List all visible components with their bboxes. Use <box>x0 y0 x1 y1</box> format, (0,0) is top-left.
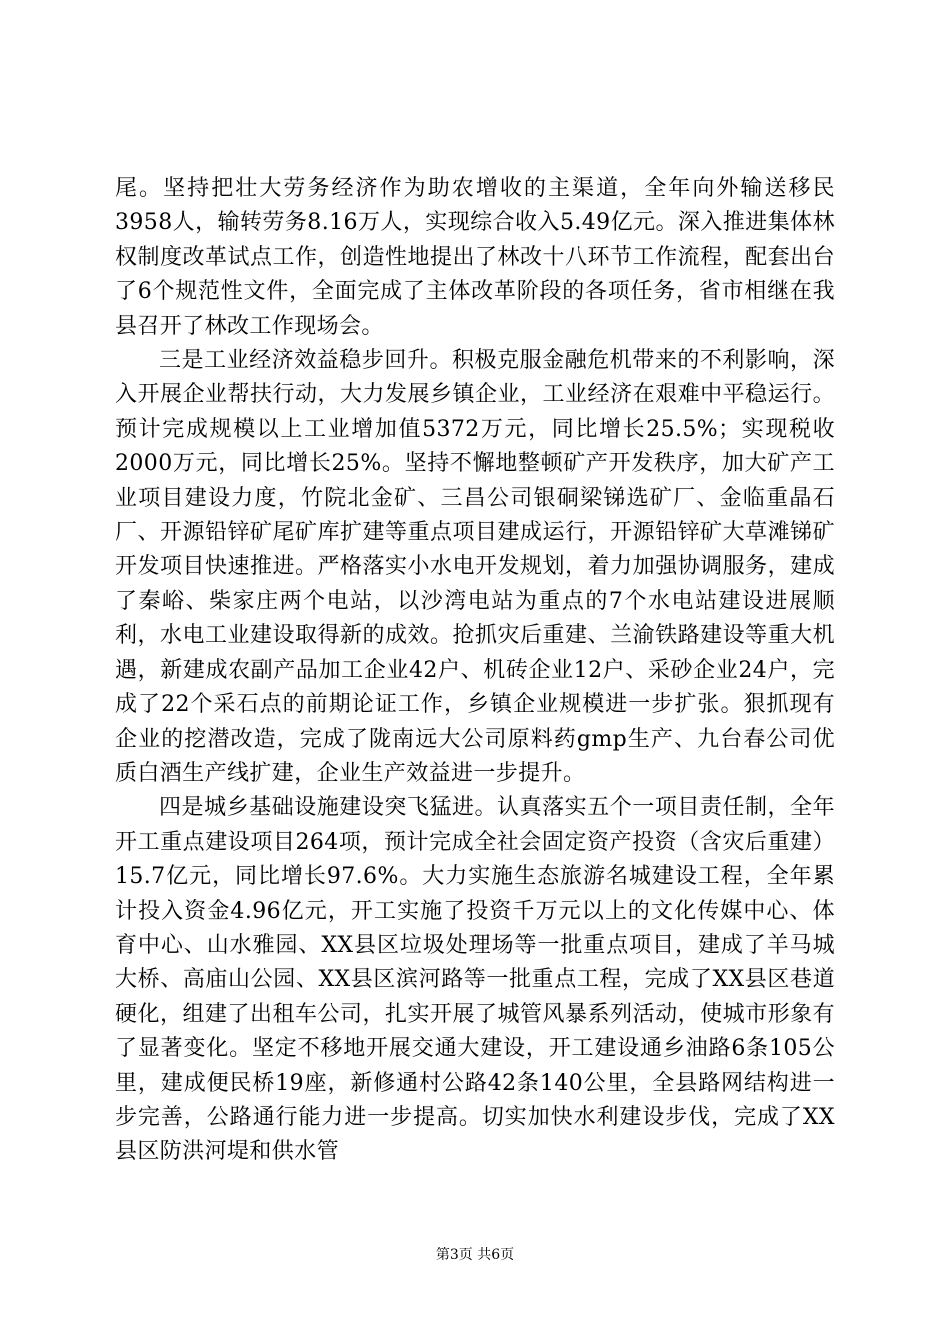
paragraph-industrial-economy: 三是工业经济效益稳步回升。积极克服金融危机带来的不利影响，深入开展企业帮扶行动，大力发展乡镇企业，工业经济在艰难中平稳运行。预计完成规模以上工业增加值5372万元，同比增长25.5%；实现税收2000万元，同比增长25%。坚持不懈地整顿矿产开发秩序，加大矿产工业项目建设力度，竹院北金矿、三昌公司银硐梁锑选矿厂、金临重晶石厂、开源铅锌矿尾矿库扩建等重点项目建成运行，开源铅锌矿大草滩锑矿开发项目快速推进。严格落实小水电开发规划，着力加强协调服务，建成了秦峪、柴家庄两个电站，以沙湾电站为重点的7个水电站建设进展顺利，水电工业建设取得新的成效。抢抓灾后重建、兰渝铁路建设等重大机遇，新建成农副产品加工企业42户、机砖企业12户、采砂企业24户，完成了22个采石点的前期论证工作，乡镇企业规模进一步扩张。狠抓现有企业的挖潜改造，完成了陇南远大公司原料药gmp生产、九台春公司优质白酒生产线扩建，企业生产效益进一步提升。 <box>115 348 835 786</box>
page-footer <box>0 1246 950 1264</box>
paragraph-infrastructure: 四是城乡基础设施建设突飞猛进。认真落实五个一项目责任制，全年开工重点建设项目264项，预计完成全社会固定资产投资（含灾后重建）15.7亿元，同比增长97.6%。大力实施生态旅游名城建设工程，全年累计投入资金4.96亿元，开工实施了投资千万元以上的文化传媒中心、体育中心、山水雅园、XX县区垃圾处理场等一批重点项目，建成了羊马城大桥、高庙山公园、XX县区滨河路等一批重点工程，完成了XX县区巷道硬化，组建了出租车公司，扎实开展了城管风暴系列活动，使城市形象有了显著变化。坚定不移地开展交通大建设，开工建设通乡油路6条105公里，建成便民桥19座，新修通村公路42条140公里，全县路网结构进一步完善，公路通行能力进一步提高。切实加快水利建设步伐，完成了XX县区防洪河堤和供水管 <box>115 795 835 1165</box>
paragraph-continuation: 尾。坚持把壮大劳务经济作为助农增收的主渠道，全年向外输送移民3958人，输转劳务8.16万人，实现综合收入5.49亿元。深入推进集体林权制度改革试点工作，创造性地提出了林改十八环节工作流程，配套出台了6个规范性文件，全面完成了主体改革阶段的各项任务，省市相继在我县召开了林改工作现场会。 <box>115 176 835 339</box>
page-number: 第3页 共6页 <box>435 1247 515 1263</box>
document-body <box>115 172 835 1170</box>
